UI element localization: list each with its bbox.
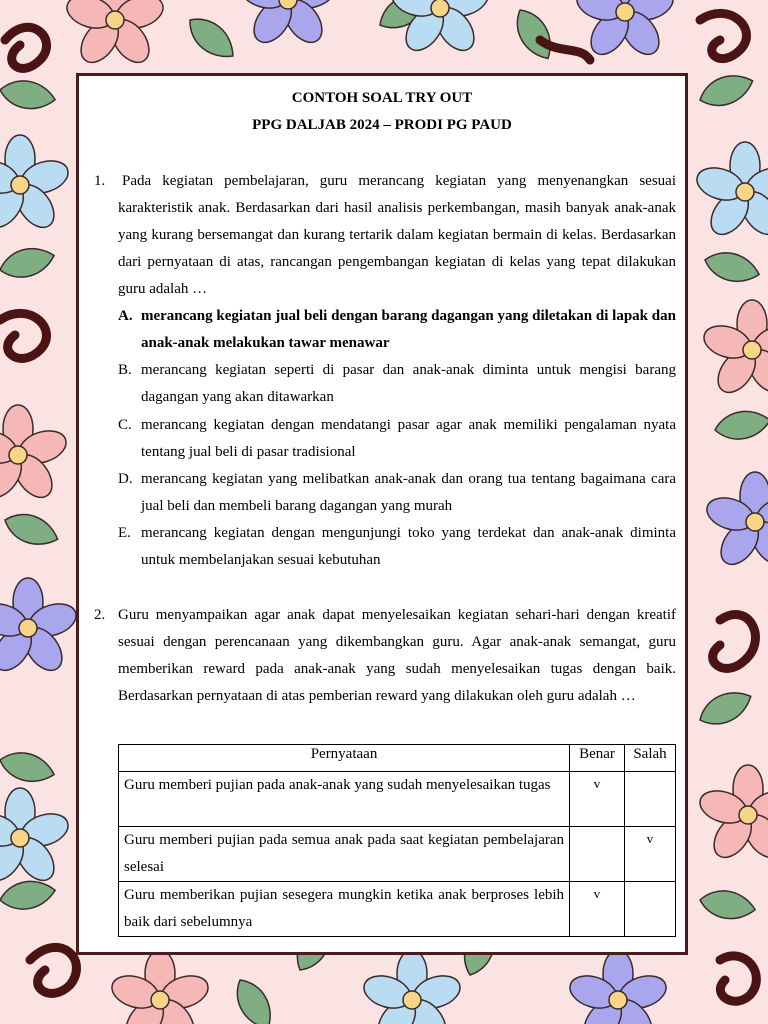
option-letter: C. — [118, 417, 132, 433]
benar-mark: v — [570, 772, 625, 827]
question-2-text: Guru menyampaikan agar anak dapat menyelesaikan kegiatan sehari-hari dengan kreatif sesuai dengan perencanaan yang dikembangkan guru. Agar anak-anak semangat, guru memberikan reward pada anak-anak yang sudah menyelesaikan tugas dengan baik. Berdasarkan pernyataan di atas pemberian reward yang dilakukan oleh guru adalah … — [118, 607, 676, 704]
option-letter: A. — [118, 308, 133, 324]
statement-table — [118, 744, 676, 937]
option-e: merancang kegiatan dengan mengunjungi toko yang terdekat dan anak-anak diminta untuk membelanjakan sesuai kebutuhan — [141, 525, 676, 568]
option-c: merancang kegiatan dengan mendatangi pasar agar anak memiliki pengalaman nyata tentang jual beli di pasar tradisional — [141, 417, 676, 460]
option-letter: B. — [118, 362, 132, 378]
option-letter: D. — [118, 471, 133, 487]
document-page — [76, 73, 688, 955]
table-header-row — [119, 745, 676, 772]
table-row — [119, 882, 676, 937]
question-1-number: 1. — [94, 173, 106, 189]
option-d: merancang kegiatan yang melibatkan anak-anak dan orang tua tentang bagaimana cara jual beli dan membeli barang dagangan yang murah — [141, 471, 676, 514]
statement-cell: Guru memberi pujian pada anak-anak yang sudah menyelesaikan tugas — [119, 772, 570, 827]
benar-mark — [570, 827, 625, 882]
salah-mark: v — [625, 827, 676, 882]
header-benar: Benar — [570, 745, 625, 772]
document-title: CONTOH SOAL TRY OUT — [291, 90, 473, 106]
salah-mark — [625, 882, 676, 937]
statement-cell: Guru memberikan pujian sesegera mungkin ketika anak berproses lebih baik dari sebelumnya — [119, 882, 570, 937]
table-row — [119, 827, 676, 882]
question-2-number: 2. — [94, 607, 106, 623]
option-a-correct: merancang kegiatan jual beli dengan barang dagangan yang diletakan di lapak dan anak-anak melakukan tawar menawar — [141, 308, 676, 351]
document-subtitle: PPG DALJAB 2024 – PRODI PG PAUD — [252, 117, 512, 133]
benar-mark: v — [570, 882, 625, 937]
option-b: merancang kegiatan seperti di pasar dan anak-anak diminta untuk mengisi barang dagangan yang akan ditawarkan — [141, 362, 676, 405]
option-letter: E. — [118, 525, 131, 541]
statement-cell: Guru memberi pujian pada semua anak pada saat kegiatan pembelajaran selesai — [119, 827, 570, 882]
header-salah: Salah — [625, 745, 676, 772]
question-1-text: Pada kegiatan pembelajaran, guru merancang kegiatan yang menyenangkan sesuai karakteristik anak. Berdasarkan dari hasil analisis perkembangan, masih banyak anak-anak yang kurang bersemangat dan kurang tertarik dalam kegiatan bermain di kelas. Berdasarkan dari pernyataan di atas, rancangan pengembangan kegiatan di kelas yang tepat dilakukan guru adalah … — [118, 173, 676, 297]
salah-mark — [625, 772, 676, 827]
header-pernyataan: Pernyataan — [119, 745, 570, 772]
table-row — [119, 772, 676, 827]
